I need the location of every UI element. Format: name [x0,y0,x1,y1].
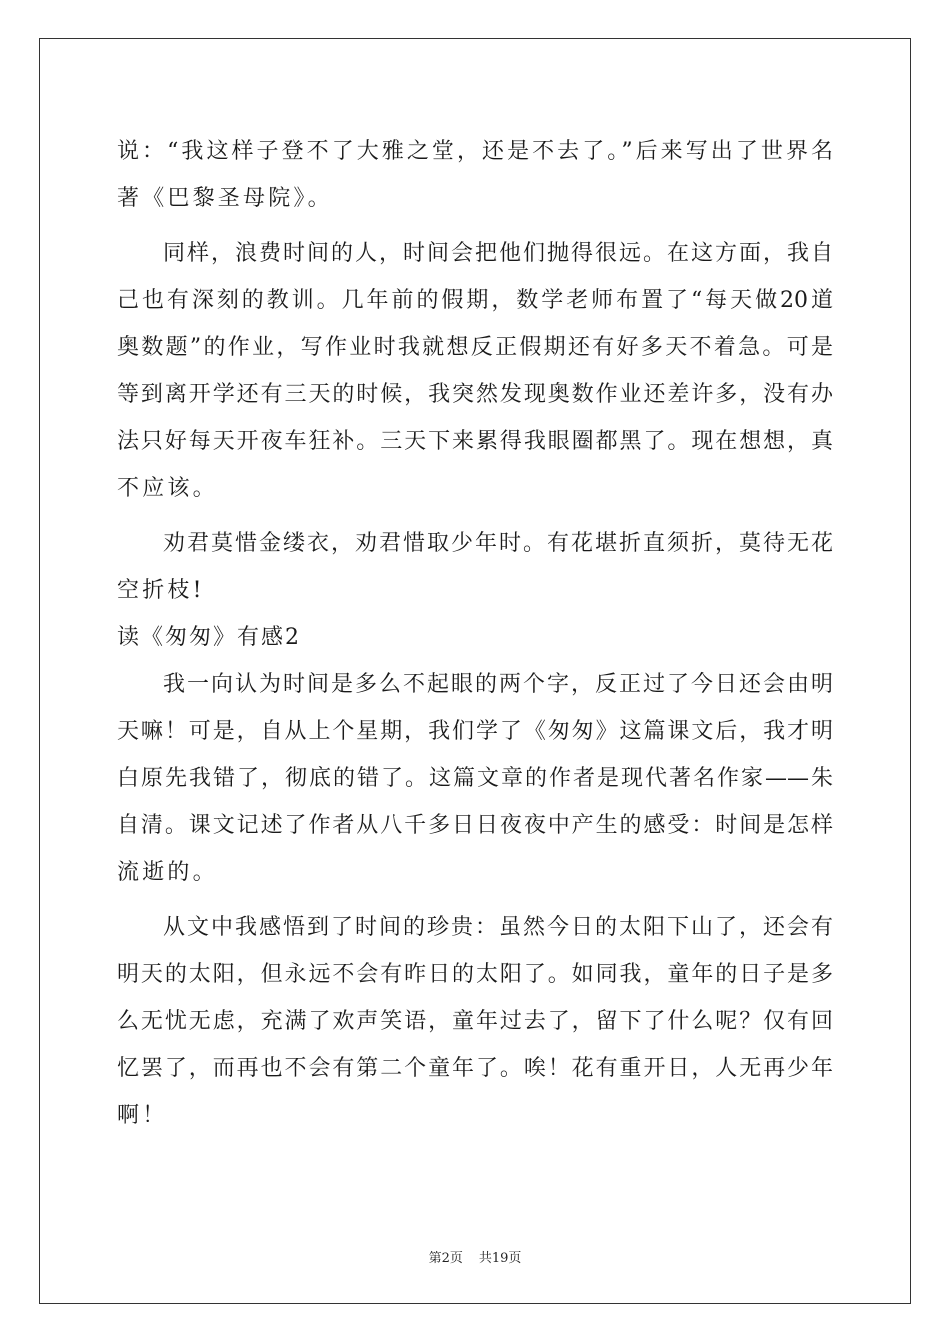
text-line: 法只好每天开夜车狂补。三天下来累得我眼圈都黑了。现在想想，真 [117,429,833,454]
section-heading: 读《匆匆》有感2 [117,625,301,650]
paragraph [117,230,833,512]
page-footer [0,1247,950,1266]
page-number: 第2页 [428,1251,463,1266]
text-line: 空折枝! [117,578,205,603]
paragraph [117,128,833,222]
text-line: 不应该。 [117,476,218,501]
text-line: 等到离开学还有三天的时候，我突然发现奥数作业还差许多，没有办 [117,382,833,407]
text-line: 明天的太阳，但永远不会有昨日的太阳了。如同我，童年的日子是多 [117,962,833,987]
paragraph [117,904,833,1139]
document-body [117,128,833,1139]
text-line: 著《巴黎圣母院》。 [117,186,333,211]
text-line: 劝君莫惜金缕衣，劝君惜取少年时。有花堪折直须折，莫待无花 [163,531,833,556]
text-line: 天嘛！可是，自从上个星期，我们学了《匆匆》这篇课文后，我才明 [117,719,833,744]
text-line: 流逝的。 [117,860,218,885]
text-line: 忆罢了，而再也不会有第二个童年了。唉！花有重开日，人无再少年 [117,1056,833,1081]
text-line: 啊！ [117,1103,168,1128]
text-line: 说：“我这样子登不了大雅之堂，还是不去了。”后来写出了世界名 [117,139,833,164]
text-line: 么无忧无虑，充满了欢声笑语，童年过去了，留下了什么呢？仅有回 [117,1009,833,1034]
page-total: 共19页 [478,1251,522,1266]
text-line: 己也有深刻的教训。几年前的假期，数学老师布置了“每天做20道 [117,288,833,313]
text-line: 同样，浪费时间的人，时间会把他们抛得很远。在这方面，我自 [163,241,833,266]
text-line: 奥数题”的作业，写作业时我就想反正假期还有好多天不着急。可是 [117,335,833,360]
text-line: 自清。课文记述了作者从八千多日日夜夜中产生的感受：时间是怎样 [117,813,833,838]
paragraph [117,520,833,614]
text-line: 我一向认为时间是多么不起眼的两个字，反正过了今日还会由明 [163,672,833,697]
text-line: 从文中我感悟到了时间的珍贵：虽然今日的太阳下山了，还会有 [163,915,833,940]
text-line: 白原先我错了，彻底的错了。这篇文章的作者是现代著名作家——朱 [117,766,833,791]
paragraph [117,661,833,896]
